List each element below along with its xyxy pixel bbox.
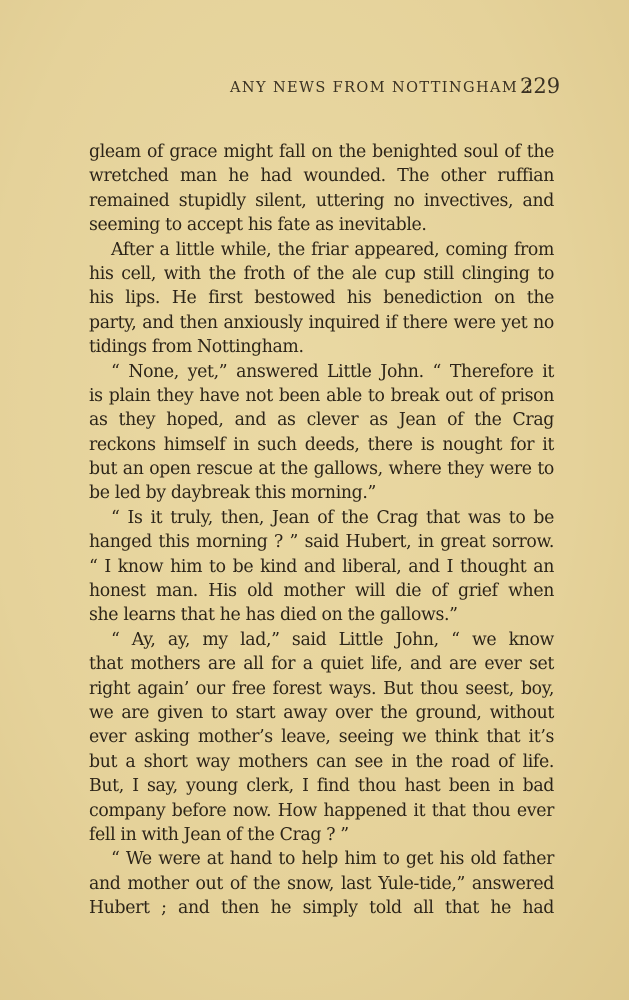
text-line: ever asking mother’s leave, seeing we think that it’s (89, 727, 554, 748)
text-line: that mothers are all for a quiet life, and are ever set (89, 654, 554, 675)
text-line: his lips. He first bestowed his benediction on the (89, 288, 554, 309)
text-line: be led by daybreak this morning.” (89, 483, 376, 504)
text-line: gleam of grace might fall on the benighted soul of the (89, 142, 554, 162)
text-line: But, I say, young clerk, I find thou hast been in bad (89, 776, 554, 797)
text-line: honest man. His old mother will die of grief when (89, 581, 554, 602)
text-line: “ I know him to be kind and liberal, and I thought an (89, 556, 554, 577)
text-line: but an open rescue at the gallows, where they were to (89, 459, 554, 480)
text-line: seeming to accept his fate as inevitable. (89, 215, 427, 236)
text-line: she learns that he has died on the gallows.” (89, 605, 458, 626)
text-line: remained stupidly silent, uttering no invectives, and (89, 190, 554, 211)
text-line: his cell, with the froth of the ale cup still clinging to (89, 263, 554, 284)
body-text (89, 140, 554, 921)
text-line: as they hoped, and as clever as Jean of the Crag (89, 410, 554, 431)
page-number: 229 (520, 74, 561, 98)
text-line: right again’ our free forest ways. But thou seest, boy, (89, 678, 554, 699)
text-line: tidings from Nottingham. (89, 337, 304, 358)
text-line: “ Is it truly, then, Jean of the Crag that was to be (111, 507, 554, 528)
text-line: but a short way mothers can see in the road of life. (89, 751, 554, 772)
text-line: we are given to start away over the ground, without (89, 702, 554, 723)
text-line: is plain they have not been able to break out of prison (89, 385, 554, 406)
text-line: company before now. How happened it that thou ever (89, 800, 554, 821)
text-line: “ None, yet,” answered Little John. “ Therefore it (111, 361, 554, 382)
text-line: fell in with Jean of the Crag ? ” (89, 824, 349, 845)
text-line: party, and then anxiously inquired if there were yet no (89, 312, 554, 333)
text-line: wretched man he had wounded. The other ruffian (89, 166, 554, 187)
text-line: hanged this morning ? ” said Hubert, in great sorrow. (89, 532, 554, 553)
text-line: reckons himself in such deeds, there is nought for it (89, 434, 554, 455)
running-head-title: ANY NEWS FROM NOTTINGHAM ? (230, 80, 534, 96)
text-line: “ We were at hand to help him to get his old father (111, 849, 554, 870)
text-line: Hubert ; and then he simply told all that he had (89, 898, 554, 919)
text-line: and mother out of the snow, last Yule-tide,” answered (89, 873, 554, 894)
text-line: “ Ay, ay, my lad,” said Little John, “ we know (111, 629, 554, 650)
text-line: After a little while, the friar appeared, coming from (111, 239, 554, 260)
